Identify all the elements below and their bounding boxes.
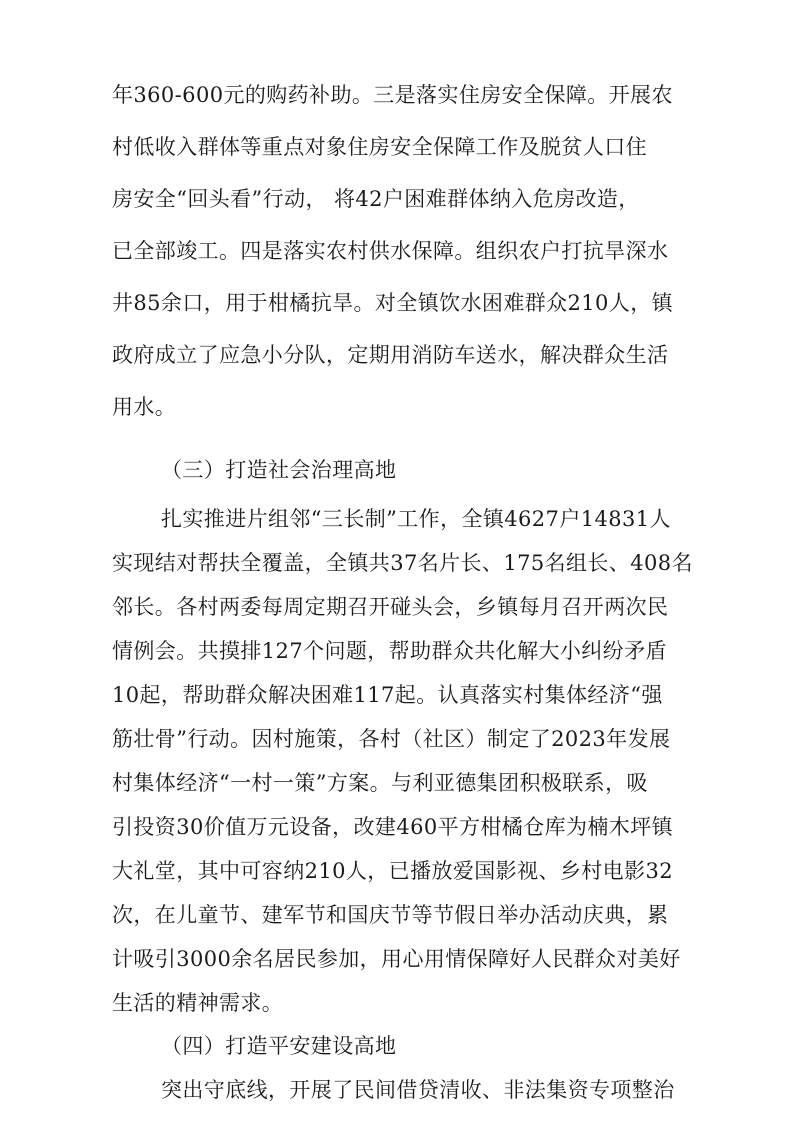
paragraph-line: 实现结对帮扶全覆盖，全镇共37名片长、175名组长、408名 <box>112 551 693 575</box>
paragraph-line: 政府成立了应急小分队，定期用消防车送水，解决群众生活 <box>112 343 669 367</box>
paragraph-line: 邻长。各村两委每周定期召开碰头会，乡镇每月召开两次民 <box>112 595 669 619</box>
paragraph-line: 已全部竣工。四是落实农村供水保障。组织农户打抗旱深水 <box>112 239 669 263</box>
paragraph-line: 扎实推进片组邻“三长制”工作，全镇4627户14831人 <box>161 507 671 531</box>
paragraph-line: 引投资30价值万元设备，改建460平方柑橘仓库为楠木坪镇 <box>112 815 674 839</box>
section-heading: （三）打造社会治理高地 <box>161 458 397 482</box>
paragraph-line: 生活的精神需求。 <box>112 991 284 1015</box>
paragraph-line: 筋壮骨”行动。因村施策，各村（社区）制定了2023年发展 <box>112 727 671 751</box>
paragraph-line: 年360-600元的购药补助。三是落实住房安全保障。开展农 <box>112 83 673 107</box>
paragraph-line: 计吸引3000余名居民参加，用心用情保障好人民群众对美好 <box>112 947 681 971</box>
paragraph-line: 突出守底线，开展了民间借贷清收、非法集资专项整治 <box>161 1078 675 1102</box>
paragraph-line: 大礼堂，其中可容纳210人，已播放爱国影视、乡村电影32 <box>112 859 674 883</box>
paragraph-line: 井85余口，用于柑橘抗旱。对全镇饮水困难群众210人，镇 <box>112 291 674 315</box>
paragraph-line: 10起，帮助群众解决困难117起。认真落实村集体经济“强 <box>112 683 663 707</box>
section-heading: （四）打造平安建设高地 <box>161 1034 397 1058</box>
paragraph-line: 村集体经济“一村一策”方案。与利亚德集团积极联系，吸 <box>112 771 648 795</box>
paragraph-line: 村低收入群体等重点对象住房安全保障工作及脱贫人口住 <box>112 135 647 159</box>
paragraph-line: 用水。 <box>112 395 177 419</box>
paragraph-line: 次，在儿童节、建军节和国庆节等节假日举办活动庆典，累 <box>112 903 669 927</box>
paragraph-line: 情例会。共摸排127个问题，帮助群众共化解大小纠纷矛盾 <box>112 639 667 663</box>
paragraph-line: 房安全“回头看”行动， 将42户困难群体纳入危房改造， <box>112 187 640 211</box>
